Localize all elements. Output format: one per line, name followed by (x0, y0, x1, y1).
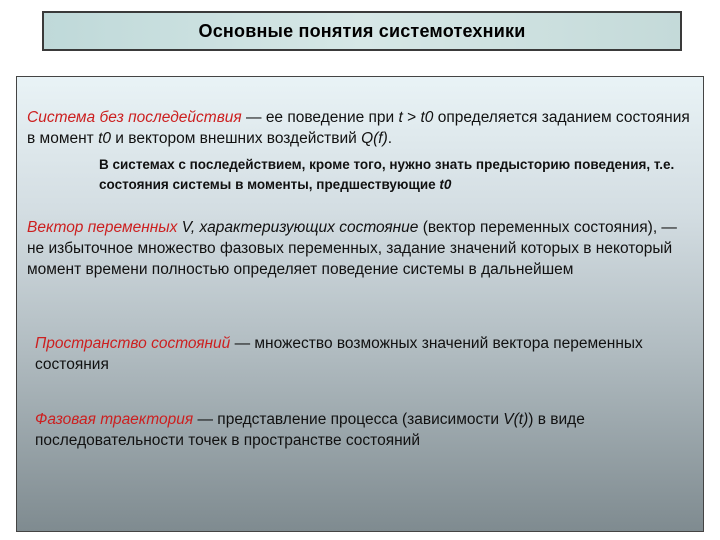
paragraph-state-vector (27, 217, 697, 280)
term-state-vector: Вектор переменных (27, 219, 178, 236)
variable-t: t (398, 109, 403, 126)
text-segment: — представление процесса (зависимости (193, 411, 504, 428)
text-segment: — ее поведение при (241, 109, 399, 126)
term-phase-trajectory: Фазовая траектория (35, 411, 194, 428)
variable-vt: V(t) (503, 411, 529, 428)
text-segment: — множество возможных значений вектора переменных состояния (35, 335, 643, 373)
paragraph-state-space (35, 333, 695, 375)
variable-v: V, характеризующих состояние (181, 219, 419, 236)
term-system-without-aftereffect: Система без последействия (27, 109, 242, 126)
variable-qf: Q(f) (361, 130, 388, 147)
text-segment: > (402, 109, 421, 126)
text-segment: и вектором внешних воздействий (111, 130, 362, 147)
title-bar (42, 11, 682, 51)
paragraph-aftereffect-note (99, 155, 689, 195)
text-segment: . (387, 130, 393, 147)
paragraph-phase-trajectory (35, 409, 695, 451)
content-panel (16, 76, 704, 532)
variable-t0: t0 (98, 130, 111, 147)
page-title: Основные понятия системотехники (198, 20, 526, 41)
text-segment: ) в виде последовательности точек в пространстве состояний (35, 411, 585, 449)
text-segment: определяется заданием состояния в момент (27, 109, 690, 147)
text-segment: (вектор переменных состояния), — не избыточное множество фазовых переменных, задание значений которых в некоторый момент времени полностью определяет поведение системы в дальнейшем (27, 219, 677, 278)
term-state-space: Пространство состояний (35, 335, 231, 352)
variable-t0: t0 (420, 109, 434, 126)
variable-t0: t0 (439, 177, 452, 192)
text-segment: В системах с последействием, кроме того, нужно знать предысторию поведения, т.е. состояния системы в моменты, предшествующие (99, 157, 675, 192)
paragraph-system-without-aftereffect (27, 107, 697, 149)
